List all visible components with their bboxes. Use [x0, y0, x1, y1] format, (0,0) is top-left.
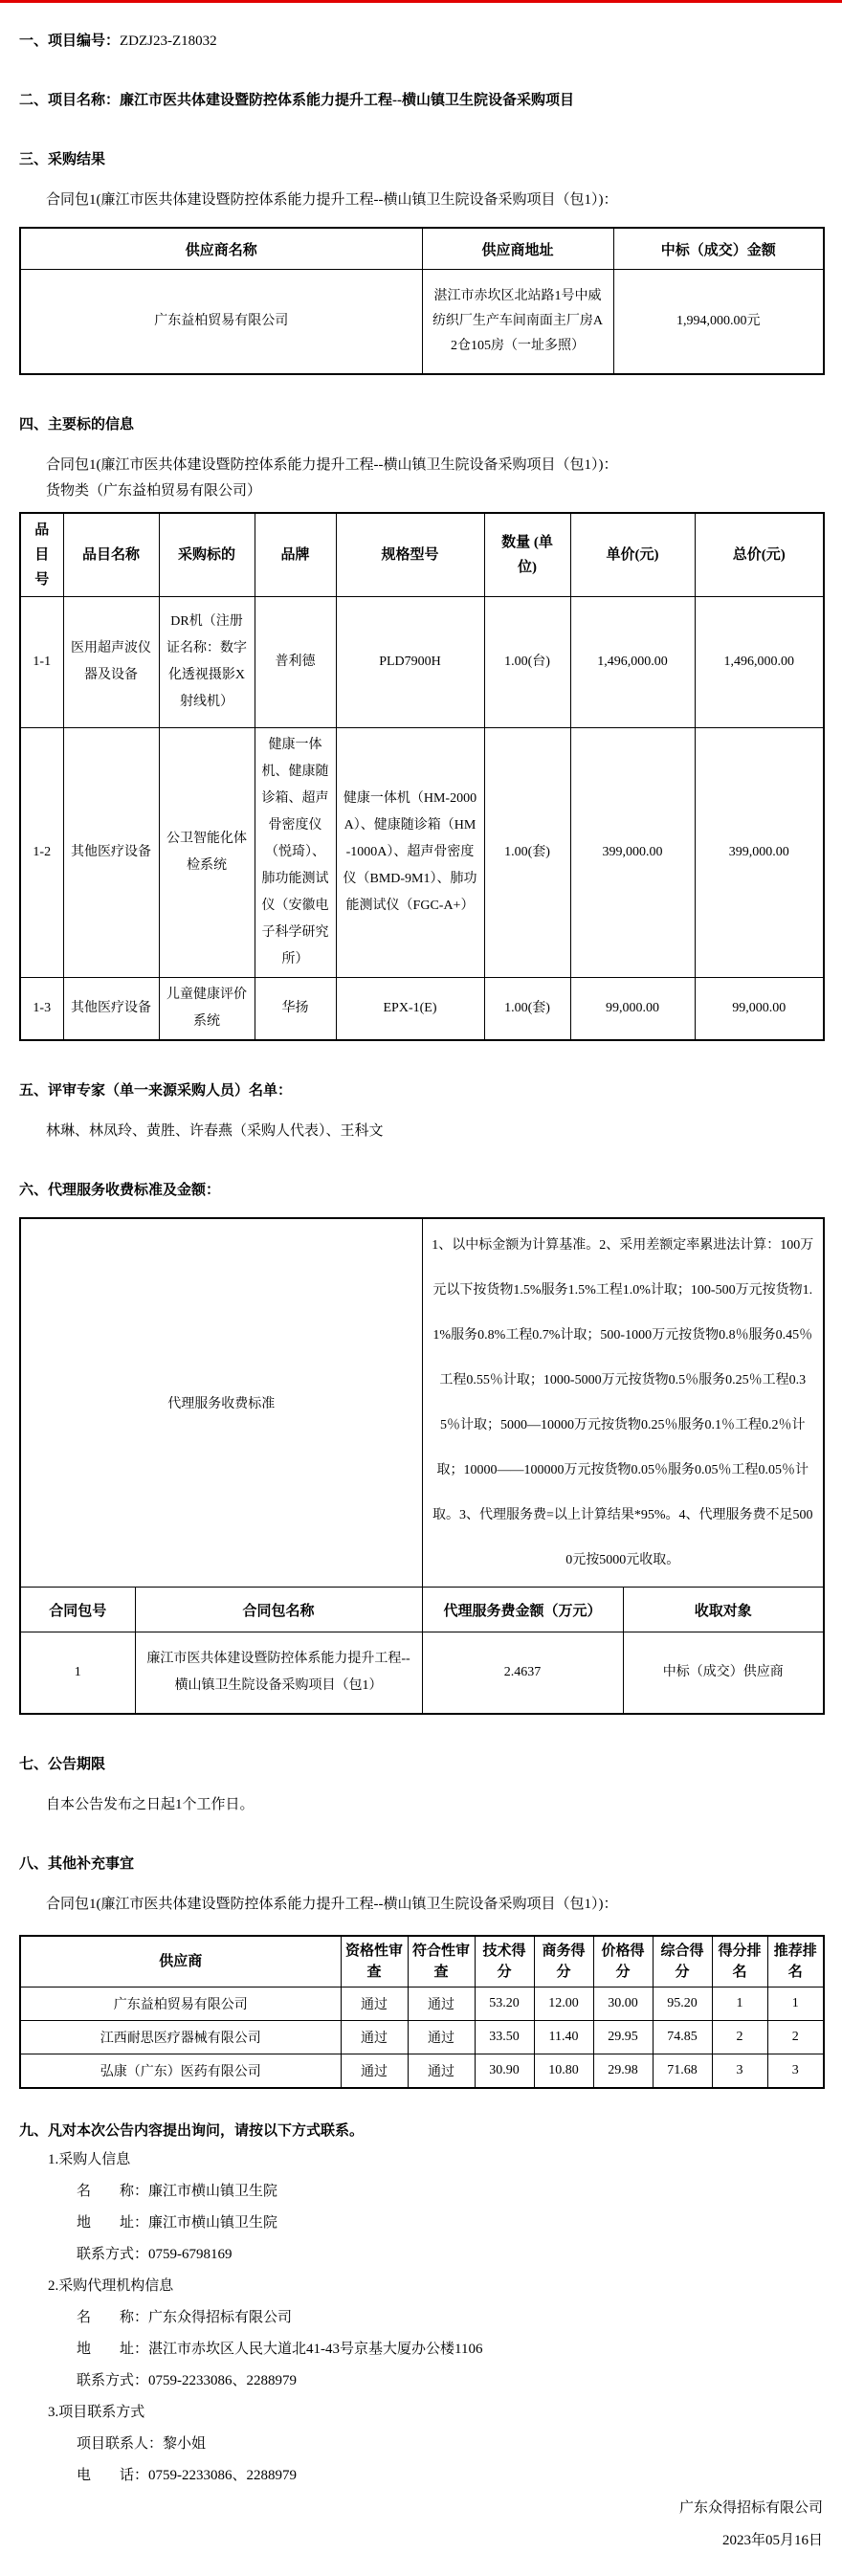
result-table-header-row — [20, 228, 824, 270]
score-supplier-cell: 江西耐思医疗器械有限公司 — [20, 2021, 341, 2054]
conformity-cell: 通过 — [408, 2054, 475, 2089]
package-name-header: 合同包名称 — [135, 1588, 422, 1632]
item-qty-cell: 1.00(套) — [484, 978, 570, 1041]
score-table-header-row — [20, 1936, 824, 1988]
recommend-rank-cell: 3 — [767, 2054, 824, 2089]
fee-amount-header: 代理服务费金额（万元） — [422, 1588, 623, 1632]
agency-phone-line: 联系方式：0759-2233086、2288979 — [77, 2373, 297, 2388]
item-qty-cell: 1.00(套) — [484, 728, 570, 978]
procurement-result-title: 三、采购结果 — [19, 152, 106, 167]
item-target-cell: DR机（注册证名称：数字化透视摄影X射线机） — [159, 597, 255, 728]
project-name-heading — [19, 91, 823, 110]
package-name-cell: 廉江市医共体建设暨防控体系能力提升工程--横山镇卫生院设备采购项目（包1） — [135, 1632, 422, 1715]
top-accent-bar — [0, 0, 842, 3]
score-rank-cell: 3 — [712, 2054, 767, 2089]
items-table — [19, 512, 825, 1041]
price-score-header: 价格得分 — [593, 1936, 653, 1988]
score-rank-cell: 2 — [712, 2021, 767, 2054]
item-total-price-header: 总价(元) — [695, 513, 824, 597]
qualification-cell: 通过 — [341, 2054, 408, 2089]
package-no-cell: 1 — [20, 1632, 135, 1715]
item-target-cell: 公卫智能化体检系统 — [159, 728, 255, 978]
project-name-value: 廉江市医共体建设暨防控体系能力提升工程--横山镇卫生院设备采购项目 — [120, 93, 575, 108]
qualification-review-header: 资格性审查 — [341, 1936, 408, 1988]
item-brand-header: 品牌 — [255, 513, 336, 597]
fee-payer-header: 收取对象 — [623, 1588, 824, 1632]
item-row-1-3 — [20, 978, 824, 1041]
item-unit-price-cell: 99,000.00 — [570, 978, 695, 1041]
price-score-cell: 29.95 — [593, 2021, 653, 2054]
supplier-address-cell: 湛江市赤坎区北站路1号中威纺织厂生产车间南面主厂房A2仓105房（一址多照） — [422, 270, 613, 375]
item-unit-price-header: 单价(元) — [570, 513, 695, 597]
fee-standard-label-cell: 代理服务收费标准 — [20, 1218, 422, 1588]
total-score-header: 综合得分 — [653, 1936, 712, 1988]
item-no-cell: 1-2 — [20, 728, 63, 978]
score-supplier-header: 供应商 — [20, 1936, 341, 1988]
score-row-2 — [20, 2021, 824, 2054]
result-table — [19, 227, 825, 375]
main-subject-title: 四、主要标的信息 — [19, 417, 135, 433]
conformity-review-header: 符合性审查 — [408, 1936, 475, 1988]
supplier-name-header: 供应商名称 — [20, 228, 422, 270]
total-score-cell: 95.20 — [653, 1988, 712, 2021]
recommend-rank-header: 推荐排名 — [767, 1936, 824, 1988]
review-experts-title: 五、评审专家（单一来源采购人员）名单： — [19, 1083, 293, 1099]
business-score-header: 商务得分 — [534, 1936, 593, 1988]
procurement-result-intro: 合同包1(廉江市医共体建设暨防控体系能力提升工程--横山镇卫生院设备采购项目（包1）)： — [46, 192, 618, 208]
award-amount-header: 中标（成交）金额 — [613, 228, 824, 270]
business-score-cell: 11.40 — [534, 2021, 593, 2054]
item-unit-price-cell: 1,496,000.00 — [570, 597, 695, 728]
tech-score-cell: 30.90 — [475, 2054, 534, 2089]
score-table — [19, 1935, 825, 2089]
score-rank-header: 得分排名 — [712, 1936, 767, 1988]
item-model-cell: EPX-1(E) — [336, 978, 484, 1041]
total-score-cell: 74.85 — [653, 2021, 712, 2054]
item-target-header: 采购标的 — [159, 513, 255, 597]
item-brand-cell: 健康一体机、健康随诊箱、超声骨密度仪（悦琦）、肺功能测试仪（安徽电子科学研究所） — [255, 728, 336, 978]
qualification-cell: 通过 — [341, 1988, 408, 2021]
project-number-value: ZDZJ23-Z18032 — [120, 33, 217, 49]
item-qty-header: 数量 (单位) — [484, 513, 570, 597]
goods-category-line: 货物类（广东益柏贸易有限公司） — [46, 483, 262, 499]
item-name-cell: 其他医疗设备 — [63, 978, 159, 1041]
items-table-header-row — [20, 513, 824, 597]
item-model-cell: 健康一体机（HM-2000A）、健康随诊箱（HM-1000A）、超声骨密度仪（BMD-9M1）、肺功能测试仪（FGC-A+） — [336, 728, 484, 978]
item-no-cell: 1-3 — [20, 978, 63, 1041]
agency-name-line: 名 称：广东众得招标有限公司 — [77, 2310, 293, 2325]
item-model-cell: PLD7900H — [336, 597, 484, 728]
project-contact-phone-line: 电 话：0759-2233086、2288979 — [77, 2468, 297, 2483]
item-total-price-cell: 399,000.00 — [695, 728, 824, 978]
item-row-1-2 — [20, 728, 824, 978]
item-no-cell: 1-1 — [20, 597, 63, 728]
contact-section-title: 九、凡对本次公告内容提出询问，请按以下方式联系。 — [19, 2123, 365, 2139]
item-name-header: 品目名称 — [63, 513, 159, 597]
price-score-cell: 30.00 — [593, 1988, 653, 2021]
total-score-cell: 71.68 — [653, 2054, 712, 2089]
announcement-period-text: 自本公告发布之日起1个工作日。 — [46, 1797, 255, 1812]
tech-score-header: 技术得分 — [475, 1936, 534, 1988]
purchaser-address-line: 地 址：廉江市横山镇卫生院 — [77, 2215, 278, 2231]
recommend-rank-cell: 1 — [767, 1988, 824, 2021]
item-brand-cell: 华扬 — [255, 978, 336, 1041]
item-no-header: 品目号 — [20, 513, 63, 597]
item-unit-price-cell: 399,000.00 — [570, 728, 695, 978]
tech-score-cell: 33.50 — [475, 2021, 534, 2054]
score-row-1 — [20, 1988, 824, 2021]
package-no-header: 合同包号 — [20, 1588, 135, 1632]
score-rank-cell: 1 — [712, 1988, 767, 2021]
fee-table-header-row — [20, 1588, 824, 1632]
project-number-label: 一、项目编号： — [19, 33, 121, 49]
purchaser-name-line: 名 称：廉江市横山镇卫生院 — [77, 2184, 278, 2199]
item-target-cell: 儿童健康评价系统 — [159, 978, 255, 1041]
supplier-address-header: 供应商地址 — [422, 228, 613, 270]
footer-date: 2023年05月16日 — [721, 2533, 823, 2548]
announcement-period-title: 七、公告期限 — [19, 1757, 106, 1772]
business-score-cell: 12.00 — [534, 1988, 593, 2021]
score-row-3 — [20, 2054, 824, 2089]
result-table-row — [20, 270, 824, 375]
score-supplier-cell: 广东益柏贸易有限公司 — [20, 1988, 341, 2021]
qualification-cell: 通过 — [341, 2021, 408, 2054]
score-supplier-cell: 弘康（广东）医药有限公司 — [20, 2054, 341, 2089]
item-total-price-cell: 99,000.00 — [695, 978, 824, 1041]
project-name-label: 二、项目名称： — [19, 93, 121, 108]
other-matters-intro: 合同包1(廉江市医共体建设暨防控体系能力提升工程--横山镇卫生院设备采购项目（包1）)： — [46, 1897, 618, 1912]
agency-info-heading: 2.采购代理机构信息 — [48, 2278, 174, 2294]
fee-standard-row — [20, 1218, 824, 1588]
conformity-cell: 通过 — [408, 1988, 475, 2021]
fee-table-row — [20, 1632, 824, 1715]
contacts-block — [19, 2144, 823, 2492]
item-model-header: 规格型号 — [336, 513, 484, 597]
main-subject-intro: 合同包1(廉江市医共体建设暨防控体系能力提升工程--横山镇卫生院设备采购项目（包1）)： — [46, 457, 618, 473]
other-matters-title: 八、其他补充事宜 — [19, 1856, 135, 1872]
item-total-price-cell: 1,496,000.00 — [695, 597, 824, 728]
announcement-document — [0, 32, 842, 2576]
fee-standard-text-cell: 1、以中标金额为计算基准。2、采用差额定率累进法计算：100万元以下按货物1.5%服务1.5%工程1.0%计取；100-500万元按货物1.1%服务0.8%工程0.7%计取；500-1000万元按货物0.8％服务0.45％工程0.55％计取；1000-5000万元按货物0.5％服务0.25％工程0.35％计取；5000—10000万元按货物0.25％服务0.1％工程0.2％计取；10000——100000万元按货物0.05％服务0.05％工程0.05％计取。3、代理服务费=以上计算结果*95%。4、代理服务费不足5000元按5000元收取。 — [422, 1218, 824, 1588]
item-qty-cell: 1.00(台) — [484, 597, 570, 728]
fee-amount-cell: 2.4637 — [422, 1632, 623, 1715]
recommend-rank-cell: 2 — [767, 2021, 824, 2054]
item-name-cell: 医用超声波仪器及设备 — [63, 597, 159, 728]
item-brand-cell: 普利德 — [255, 597, 336, 728]
supplier-name-cell: 广东益柏贸易有限公司 — [20, 270, 422, 375]
agency-fee-title: 六、代理服务收费标准及金额： — [19, 1183, 221, 1198]
review-experts-names: 林琳、林凤玲、黄胜、许春燕（采购人代表）、王科文 — [46, 1123, 384, 1139]
award-amount-cell: 1,994,000.00元 — [613, 270, 824, 375]
fee-payer-cell: 中标（成交）供应商 — [623, 1632, 824, 1715]
tech-score-cell: 53.20 — [475, 1988, 534, 2021]
business-score-cell: 10.80 — [534, 2054, 593, 2089]
price-score-cell: 29.98 — [593, 2054, 653, 2089]
project-contact-heading: 3.项目联系方式 — [48, 2405, 145, 2420]
agency-fee-table — [19, 1217, 825, 1715]
item-row-1-1 — [20, 597, 824, 728]
item-name-cell: 其他医疗设备 — [63, 728, 159, 978]
footer-company: 广东众得招标有限公司 — [678, 2500, 823, 2516]
purchaser-phone-line: 联系方式：0759-6798169 — [77, 2247, 233, 2262]
conformity-cell: 通过 — [408, 2021, 475, 2054]
project-contact-person-line: 项目联系人：黎小姐 — [77, 2436, 207, 2452]
purchaser-info-heading: 1.采购人信息 — [48, 2152, 131, 2167]
project-number-heading — [19, 32, 823, 51]
agency-address-line: 地 址：湛江市赤坎区人民大道北41-43号京基大厦办公楼1106 — [77, 2342, 483, 2357]
